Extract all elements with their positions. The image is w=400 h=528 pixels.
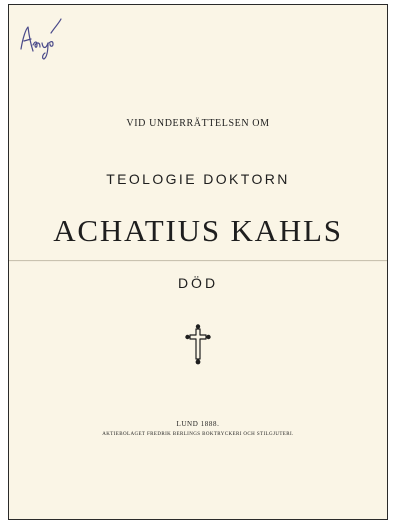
- printer-line: AKTIEBOLAGET FREDRIK BERLINGS BOKTRYCKERI OCH STILGJUTERI.: [102, 432, 294, 437]
- memorial-card: [8, 4, 388, 520]
- fold-crease-highlight: [9, 261, 387, 262]
- cross-icon: [185, 323, 211, 367]
- subject-name: ACHATIUS KAHLS: [53, 213, 343, 248]
- imprint-place-year: LUND 1888.: [176, 420, 220, 428]
- handwritten-signature: [15, 15, 67, 61]
- event-text: DÖD: [177, 275, 219, 291]
- subject-title: TEOLOGIE DOKTORN: [106, 171, 290, 187]
- intro-heading: VID UNDERRÄTTELSEN OM: [126, 118, 270, 129]
